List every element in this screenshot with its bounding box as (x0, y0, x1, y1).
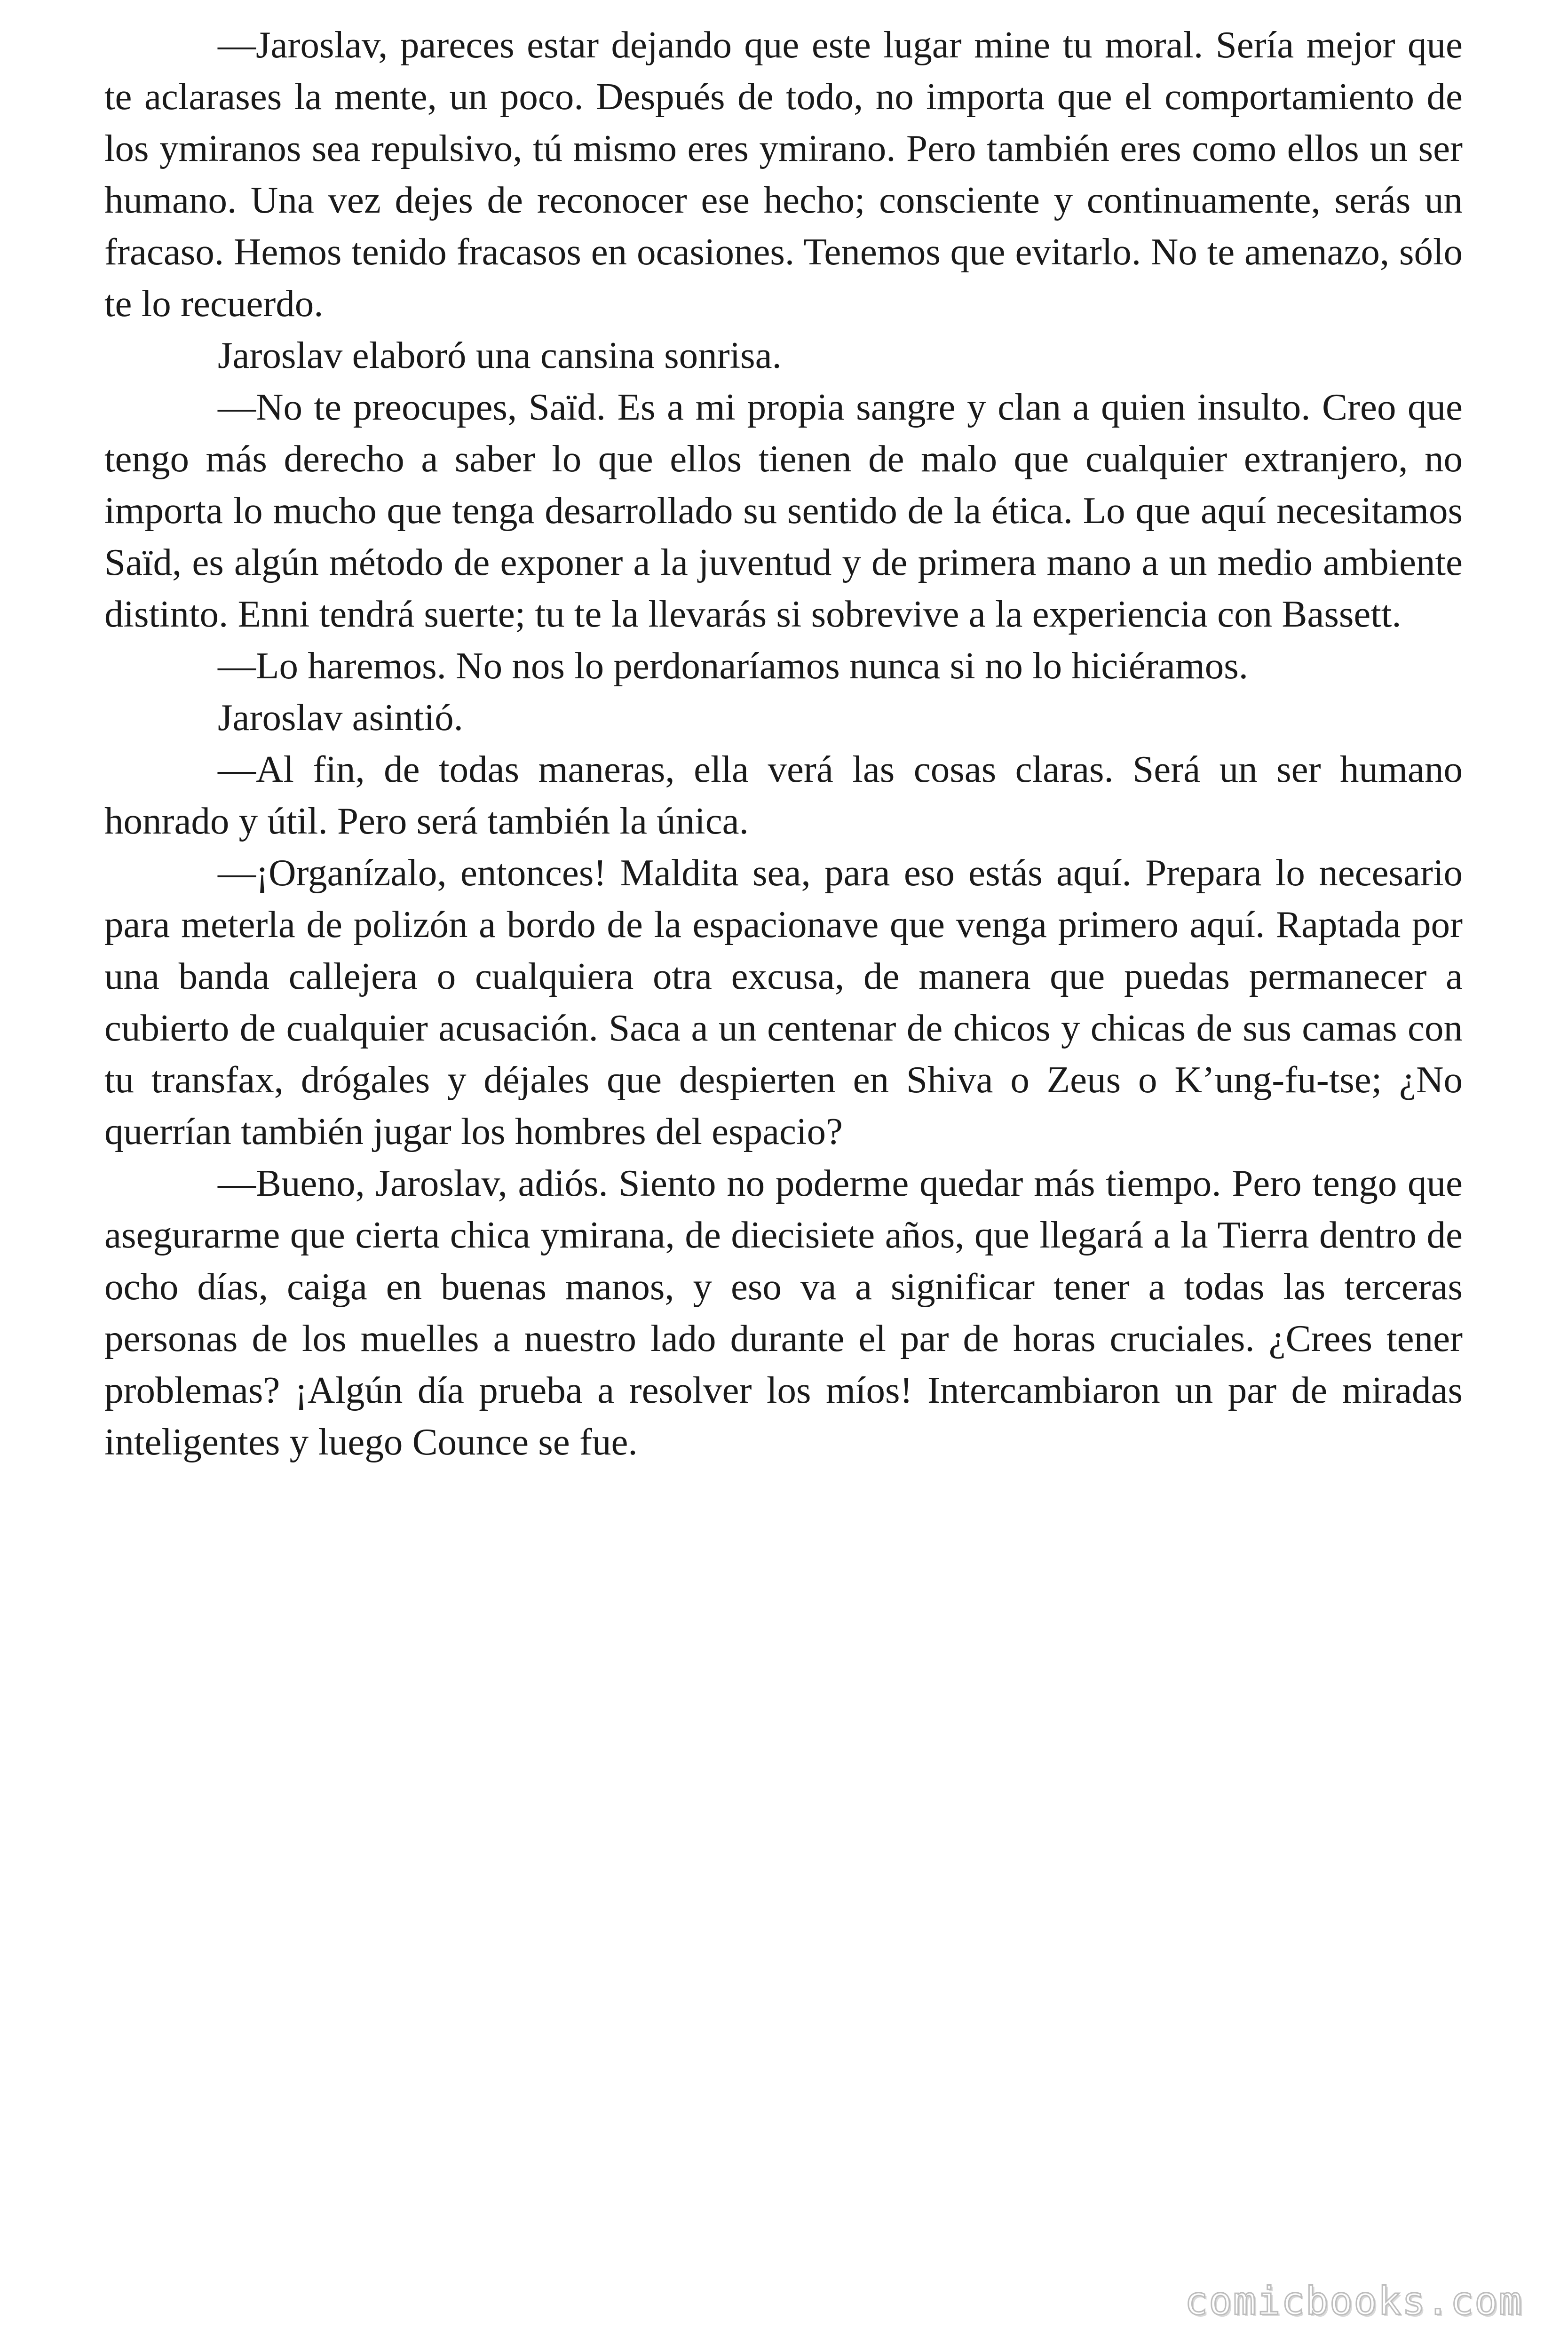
paragraph-7: —¡Organízalo, entonces! Maldita sea, para eso estás aquí. Prepara lo necesario para meterla de polizón a bordo de la espacionave que venga primero aquí. Raptada por una banda callejera o cualquiera otra excusa, de manera que puedas permanecer a cubierto de cualquier acusación. Saca a un centenar de chicos y chicas de sus camas con tu transfax, drógales y déjales que despierten en Shiva o Zeus o K’ung-fu-tse; ¿No querrían también jugar los hombres del espacio? (104, 851, 1463, 1152)
paragraph-4: —Lo haremos. No nos lo perdonaríamos nunca si no lo hiciéramos. (218, 644, 1249, 687)
site-watermark: comicbooks.com (1184, 2279, 1523, 2324)
paragraph-6: —Al fin, de todas maneras, ella verá las cosas claras. Será un ser humano honrado y útil. Pero será también la única. (104, 748, 1463, 842)
paragraph-8: —Bueno, Jaroslav, adiós. Siento no poderme quedar más tiempo. Pero tengo que asegurarme que cierta chica ymirana, de diecisiete años, que llegará a la Tierra dentro de ocho días, caiga en buenas manos, y eso va a significar tener a todas las terceras personas de los muelles a nuestro lado durante el par de horas cruciales. ¿Crees tener problemas? ¡Algún día prueba a resolver los míos! Intercambiaron un par de miradas inteligentes y luego Counce se fue. (104, 1162, 1463, 1463)
paragraph-1: —Jaroslav, pareces estar dejando que este lugar mine tu moral. Sería mejor que te aclarases la mente, un poco. Después de todo, no importa que el comportamiento de los ymiranos sea repulsivo, tú mismo eres ymirano. Pero también eres como ellos un ser humano. Una vez dejes de reconocer ese hecho; consciente y continuamente, serás un fracaso. Hemos tenido fracasos en ocasiones. Tenemos que evitarlo. No te amenazo, sólo te lo recuerdo. (104, 24, 1463, 325)
paragraph-2: Jaroslav elaboró una cansina sonrisa. (218, 334, 782, 376)
paragraph-5: Jaroslav asintió. (218, 696, 463, 739)
body-text (104, 19, 1463, 1468)
paragraph-3: —No te preocupes, Saïd. Es a mi propia sangre y clan a quien insulto. Creo que tengo más derecho a saber lo que ellos tienen de malo que cualquier extranjero, no importa lo mucho que tenga desarrollado su sentido de la ética. Lo que aquí necesitamos Saïd, es algún método de exponer a la juventud y de primera mano a un medio ambiente distinto. Enni tendrá suerte; tu te la llevarás si sobrevive a la experiencia con Bassett. (104, 386, 1463, 635)
